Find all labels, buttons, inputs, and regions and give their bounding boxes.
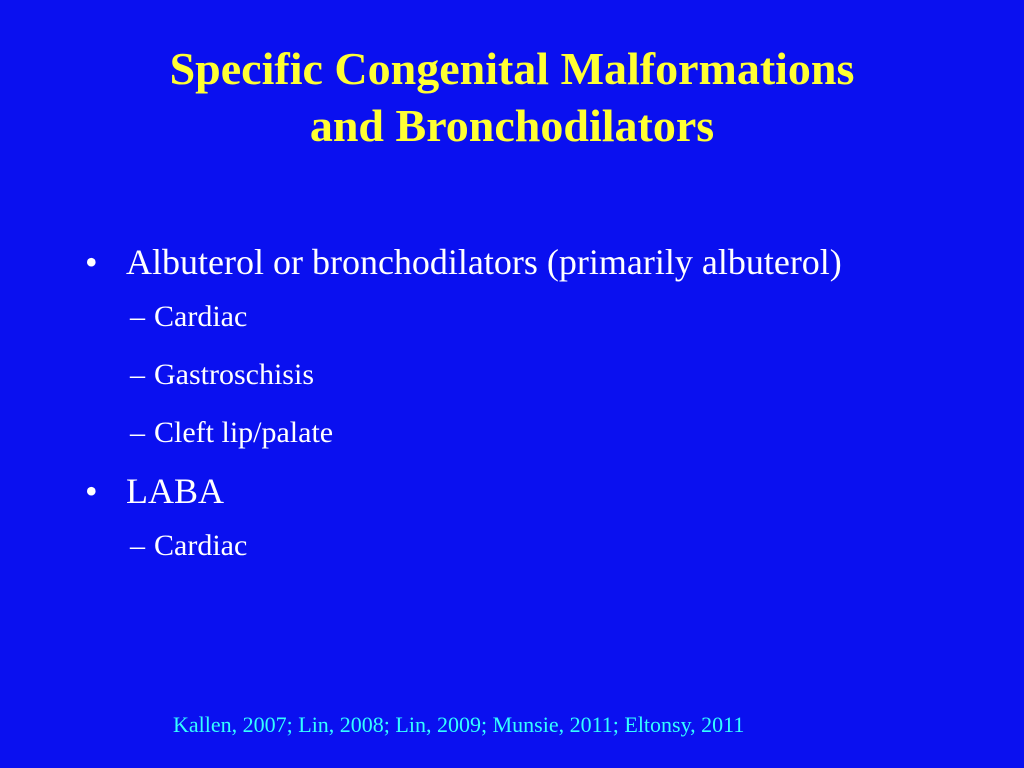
subitem-laba-cardiac (85, 526, 945, 566)
subitem-text: Gastroschisis (154, 358, 314, 391)
subitem-text: Cardiac (154, 300, 248, 333)
subitem-cardiac (85, 297, 945, 337)
subitem-text: Cleft lip/palate (154, 416, 334, 449)
title-line-1: Specific Congenital Malformations (169, 43, 855, 94)
subitem-text: Cardiac (154, 529, 248, 562)
bullet-text: Albuterol or bronchodilators (primarily albuterol) (126, 242, 842, 282)
bullet-list (85, 238, 945, 566)
dash: – (130, 416, 145, 449)
bullet-text: LABA (126, 471, 224, 511)
subitem-gastroschisis (85, 355, 945, 395)
subitem-cleft-lip-palate (85, 413, 945, 453)
slide-title (40, 40, 984, 154)
dash: – (130, 529, 145, 562)
dash: – (130, 300, 145, 333)
bullet-albuterol (85, 238, 945, 286)
dash: – (130, 358, 145, 391)
title-line-2: and Bronchodilators (309, 100, 715, 151)
bullet-laba (85, 467, 945, 515)
citation: Kallen, 2007; Lin, 2008; Lin, 2009; Munsie, 2011; Eltonsy, 2011 (173, 712, 745, 737)
